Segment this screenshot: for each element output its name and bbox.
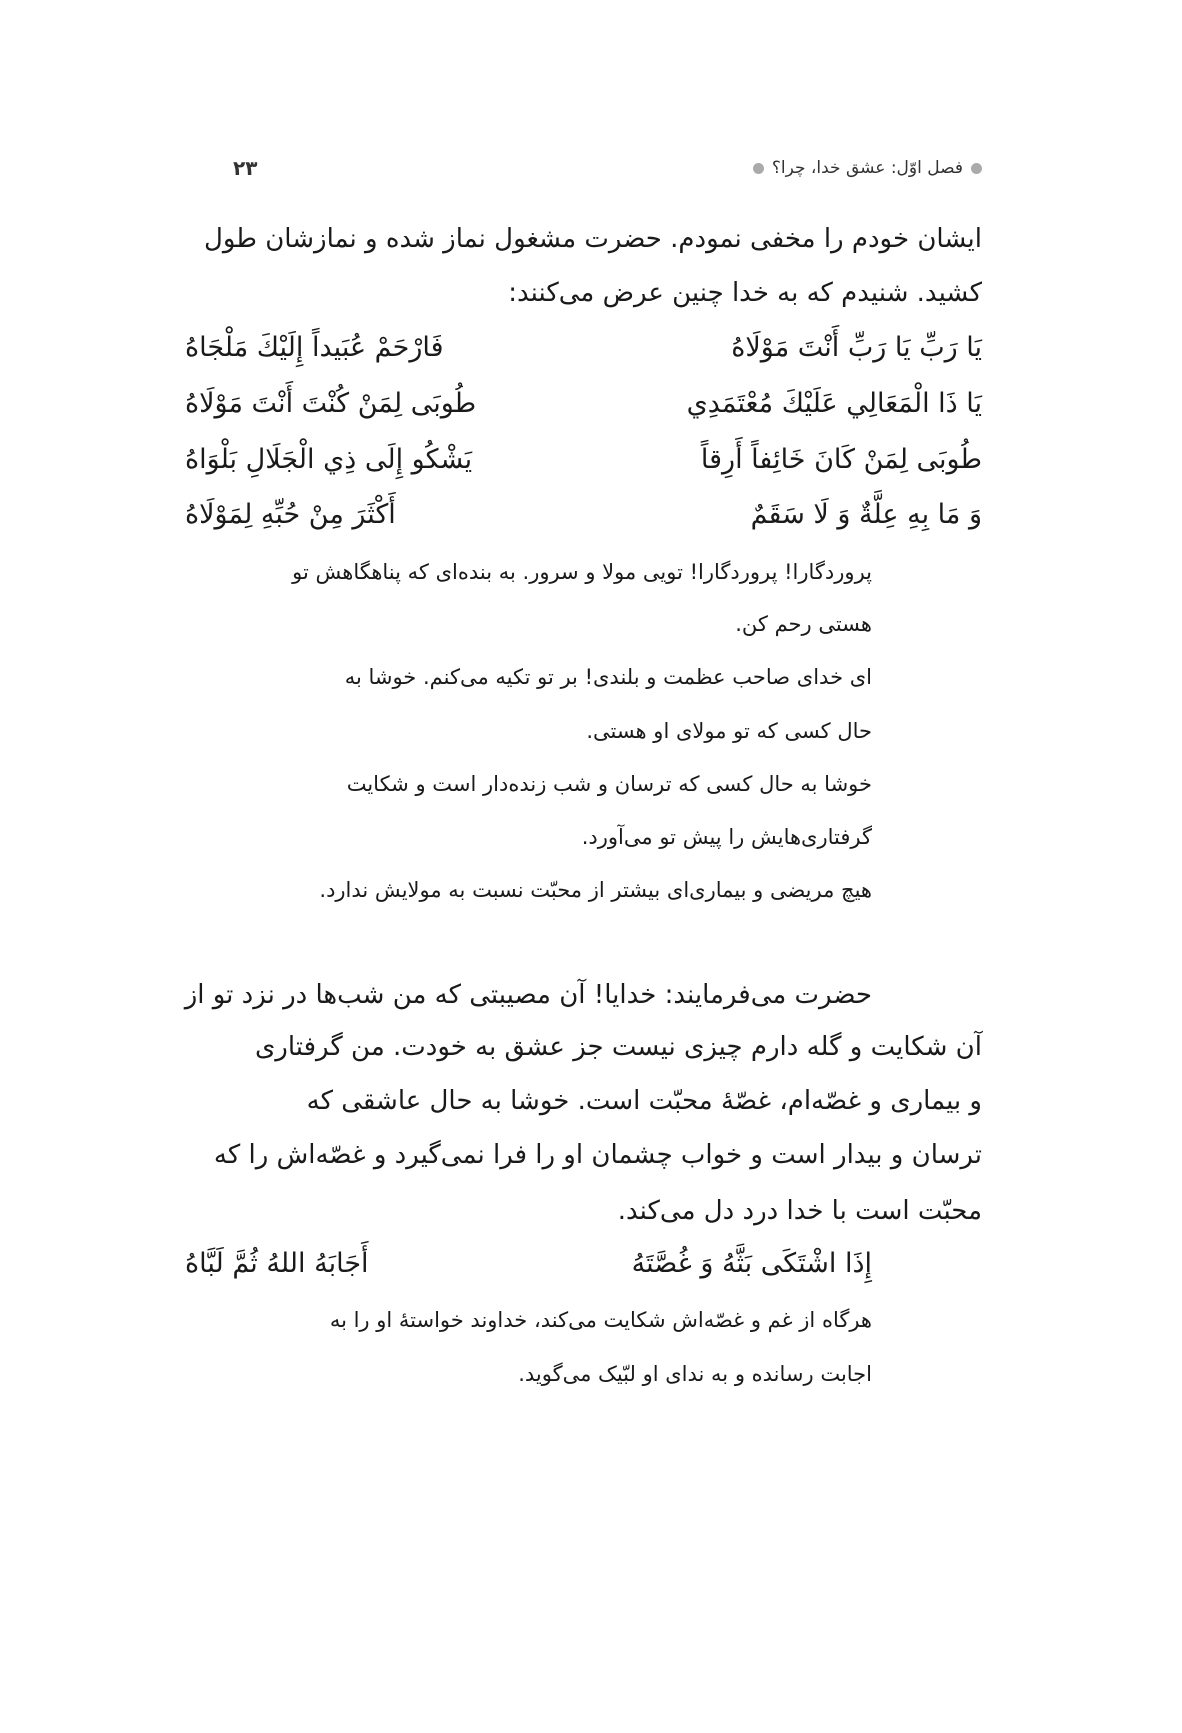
body-line: ایشان خودم را مخفی نمودم. حضرت مشغول نماز شده و نمازشان طول (203, 224, 982, 254)
poem-hemistich: إِذَا اشْتَكَى بَثَّهُ وَ غُصَّتَهُ (631, 1248, 872, 1279)
body-line: و بیماری و غصّه‌ام، غصّهٔ محبّت است. خوشا به حال عاشقی که (306, 1086, 982, 1116)
chapter-title: فصل اوّل: عشق خدا، چرا؟ (771, 158, 963, 178)
poem-hemistich: أَجَابَهُ اللهُ ثُمَّ لَبَّاهُ (185, 1248, 369, 1279)
body-line: محبّت است با خدا درد دل می‌کند. (617, 1196, 982, 1226)
page-number: ۲۳ (233, 156, 258, 180)
bullet-icon (971, 163, 982, 174)
translation-line: اجابت رسانده و به ندای او لبّیک می‌گوید. (518, 1362, 872, 1386)
bullet-icon (753, 163, 764, 174)
body-line: ترسان و بیدار است و خواب چشمان او را فرا نمی‌گیرد و غصّه‌اش را که (213, 1140, 982, 1170)
poem-hemistich: یَا ذَا الْمَعَالِي عَلَيْكَ مُعْتَمَدِي (686, 388, 982, 419)
translation-line: گرفتاری‌هایش را پیش تو می‌آورد. (581, 825, 872, 849)
poem-hemistich: یَا رَبِّ یَا رَبِّ أَنْتَ مَوْلَاهُ (731, 332, 982, 363)
body-line: آن شکایت و گله دارم چیزی نیست جز عشق به خودت. من گرفتاری (254, 1032, 982, 1062)
translation-line: هستی رحم کن. (735, 612, 872, 636)
translation-line: ای خدای صاحب عظمت و بلندی! بر تو تکیه می‌کنم. خوشا به (344, 665, 872, 689)
translation-line: هرگاه از غم و غصّه‌اش شکایت می‌کند، خداوند خواستهٔ او را به (329, 1308, 872, 1332)
body-line: کشید. شنیدم که به خدا چنین عرض می‌کنند: (508, 278, 982, 308)
poem-hemistich: طُوبَى لِمَنْ كَانَ خَائِفاً أَرِقاً (700, 444, 982, 475)
translation-line: خوشا به حال کسی که ترسان و شب زنده‌دار است و شکایت (346, 772, 872, 796)
translation-line: هیچ مریضی و بیماری‌ای بیشتر از محبّت نسبت به مولایش ندارد. (319, 878, 872, 902)
poem-hemistich: طُوبَى لِمَنْ كُنْتَ أَنْتَ مَوْلَاهُ (185, 388, 477, 419)
body-line: حضرت می‌فرمایند: خدایا! آن مصیبتی که من شب‌ها در نزد تو از (184, 980, 872, 1010)
poem-hemistich: يَشْكُو إِلَى ذِي الْجَلَالِ بَلْوَاهُ (185, 444, 473, 475)
translation-line: پروردگارا! پروردگارا! تویی مولا و سرور. به بنده‌ای که پناهگاهش تو (292, 560, 872, 584)
poem-hemistich: أَكْثَرَ مِنْ حُبِّهِ لِمَوْلَاهُ (185, 499, 396, 530)
poem-hemistich: وَ مَا بِهِ عِلَّةٌ وَ لَا سَقَمٌ (750, 499, 982, 530)
running-header (753, 158, 982, 178)
translation-line: حال کسی که تو مولای او هستی. (586, 719, 872, 743)
poem-hemistich: فَارْحَمْ عُبَیداً إِلَیْكَ مَلْجَاهُ (185, 332, 444, 363)
